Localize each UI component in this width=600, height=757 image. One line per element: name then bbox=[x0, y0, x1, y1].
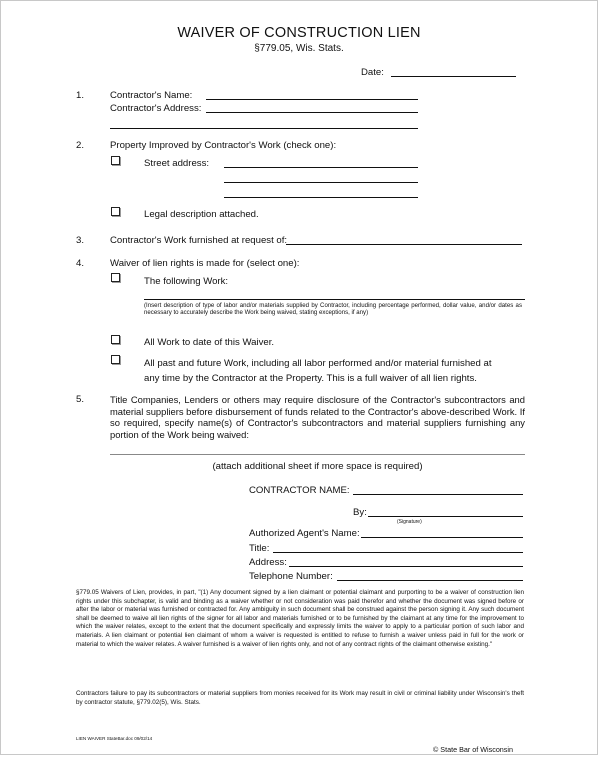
subcontractor-disclosure-text: Title Companies, Lenders or others may require disclosure of the Contractor's subcontractors and material suppliers before disbursement of funds related to the Contractor's above-described Work. If so required, specify name(s) of Contractor's subcontractors and material suppliers furnishing any portion of the Work being waived: bbox=[110, 394, 525, 440]
copyright-notice: © State Bar of Wisconsin bbox=[433, 745, 513, 754]
theft-by-contractor-note: Contractors failure to pay its subcontractors or material suppliers from monies received for its Work may result in civil or criminal liability under Wisconsin's theft by contractor statute, §779.02(5), Wis. Stats. bbox=[76, 690, 524, 706]
legal-description-checkbox[interactable] bbox=[111, 207, 120, 216]
property-improved-label: Property Improved by Contractor's Work (check one): bbox=[110, 140, 337, 151]
street-address-field-line-3[interactable] bbox=[224, 197, 418, 198]
signature-contractor-name-label: CONTRACTOR NAME: bbox=[249, 485, 350, 496]
authorized-agent-name-label: Authorized Agent's Name: bbox=[249, 528, 360, 539]
form-identifier: LIEN WAIVER StateBar.doc 09/02/14 bbox=[76, 736, 153, 741]
section-3-number: 3. bbox=[76, 235, 85, 246]
date-field[interactable] bbox=[391, 76, 516, 77]
attach-sheet-note: (attach additional sheet if more space is required) bbox=[212, 461, 423, 472]
signature-contractor-name-field[interactable] bbox=[353, 494, 523, 495]
telephone-number-label: Telephone Number: bbox=[249, 571, 333, 582]
street-address-field-line-2[interactable] bbox=[224, 182, 418, 183]
contractor-address-field-line-1[interactable] bbox=[206, 112, 418, 113]
subcontractor-list-field[interactable] bbox=[110, 454, 525, 455]
contractor-address-label: Contractor's Address: bbox=[110, 103, 202, 114]
following-work-checkbox[interactable] bbox=[111, 273, 120, 282]
document-subtitle: §779.05, Wis. Stats. bbox=[254, 43, 344, 54]
contractor-name-field[interactable] bbox=[206, 99, 418, 100]
all-past-future-work-line-2: any time by the Contractor at the Property. This is a full waiver of all lien rights. bbox=[144, 373, 477, 384]
following-work-label: The following Work: bbox=[144, 276, 229, 287]
section-4-number: 4. bbox=[76, 258, 85, 269]
waiver-scope-label: Waiver of lien rights is made for (select one): bbox=[110, 258, 300, 269]
all-past-future-work-line-1: All past and future Work, including all labor performed and/or material furnished at bbox=[144, 358, 492, 369]
work-furnished-field[interactable] bbox=[286, 244, 522, 245]
legal-description-label: Legal description attached. bbox=[144, 209, 259, 220]
by-label: By: bbox=[353, 507, 367, 518]
statute-note-paragraph: §779.05 Waivers of Lien, provides, in part, "(1) Any document signed by a lien claimant or potential claimant and purporting to be a waiver of construction lien rights under this subchapter, is valid and binding as a waiver whether or not consideration was paid therefor and whether the document was signed before or after the labor or material was furnished or contracted for. Any ambiguity in such document shall be construed against the person signing it. Any such document shall be deemed to waive all lien rights of the signer for all labor and materials furnished or to be furnished by the claimant at any time for the improvement to which the waiver relates, except to the extent that the document specifically and expressly limits the waiver to apply to a particular portion of such labor and materials. A lien claimant or potential lien claimant of whom a waiver is requested is entitled to refuse to furnish a waiver unless paid in full for the work or material to which the waiver relates. A waiver furnished is a waiver of lien rights only, and not of any contract rights of the claimant otherwise existing." bbox=[76, 589, 524, 648]
signature-field[interactable] bbox=[368, 516, 523, 517]
street-address-label: Street address: bbox=[144, 158, 210, 169]
work-description-instruction: (Insert description of type of labor and/or materials supplied by Contractor, including percentage performed, dollar value, and/or dates as necessary to accurately describe the Work being waived, stating exceptions, if any) bbox=[144, 302, 522, 317]
agent-address-label: Address: bbox=[249, 557, 287, 568]
agent-address-field[interactable] bbox=[289, 566, 523, 567]
all-work-to-date-checkbox[interactable] bbox=[111, 335, 120, 344]
agent-title-field[interactable] bbox=[273, 552, 523, 553]
street-address-field-line-1[interactable] bbox=[224, 167, 418, 168]
section-2-number: 2. bbox=[76, 140, 85, 151]
section-5-number: 5. bbox=[76, 394, 85, 405]
all-work-to-date-label: All Work to date of this Waiver. bbox=[144, 337, 275, 348]
date-label: Date: bbox=[361, 67, 384, 78]
signature-caption: (Signature) bbox=[397, 519, 422, 525]
following-work-field[interactable] bbox=[144, 299, 525, 300]
contractor-name-label: Contractor's Name: bbox=[110, 90, 193, 101]
street-address-checkbox[interactable] bbox=[111, 156, 120, 165]
contractor-address-field-line-2[interactable] bbox=[110, 128, 418, 129]
agent-title-label: Title: bbox=[249, 543, 270, 554]
authorized-agent-name-field[interactable] bbox=[361, 537, 523, 538]
document-title: WAIVER OF CONSTRUCTION LIEN bbox=[177, 25, 421, 41]
work-furnished-label: Contractor's Work furnished at request of: bbox=[110, 235, 288, 246]
telephone-number-field[interactable] bbox=[337, 580, 523, 581]
section-1-number: 1. bbox=[76, 90, 85, 101]
all-past-future-work-checkbox[interactable] bbox=[111, 355, 120, 364]
